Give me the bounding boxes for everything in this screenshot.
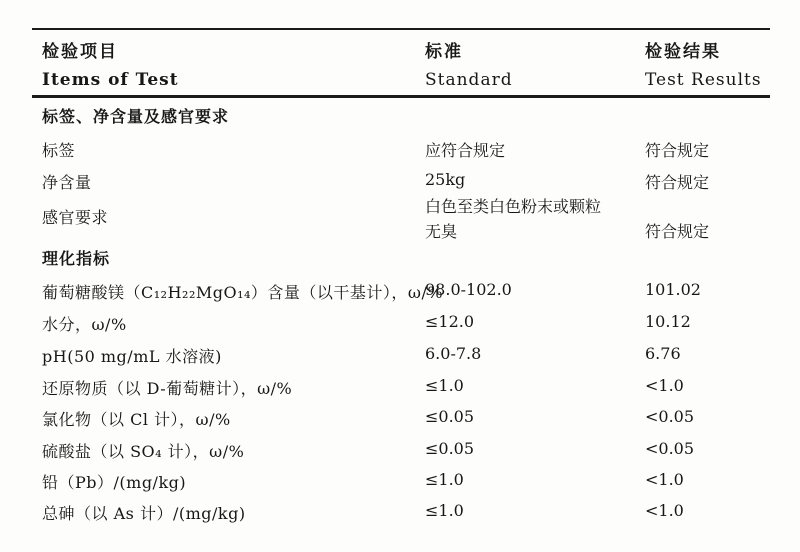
table-row <box>42 501 782 523</box>
table-row <box>42 407 782 429</box>
item-label: 铅（Pb）/(mg/kg) <box>42 473 187 492</box>
table-row <box>42 138 782 160</box>
table-header-rule <box>32 95 770 98</box>
result-value: 6.76 <box>645 344 681 363</box>
result-value: 10.12 <box>645 312 691 331</box>
standard-value: ≤0.05 <box>425 439 475 458</box>
table-row <box>42 312 782 334</box>
item-label: 还原物质（以 D-葡萄糖计），ω/% <box>42 379 293 398</box>
column-header-items-zh: 检验项目 <box>42 42 118 62</box>
column-header-standard-en: Standard <box>425 70 513 90</box>
standard-value: ≤1.0 <box>425 376 464 395</box>
standard-value: ≤0.05 <box>425 407 475 426</box>
item-label: 水分，ω/% <box>42 315 127 334</box>
table-header-row-en <box>42 70 782 92</box>
standard-value: ≤1.0 <box>425 501 464 520</box>
standard-value-line2: 无臭 <box>425 222 458 241</box>
section1-title: 标签、净含量及感官要求 <box>42 107 230 126</box>
table-row <box>42 439 782 461</box>
standard-value: ≤1.0 <box>425 470 464 489</box>
result-value: <0.05 <box>645 407 695 426</box>
column-header-result-zh: 检验结果 <box>645 42 721 62</box>
table-row <box>42 376 782 398</box>
result-value: 符合规定 <box>645 173 710 192</box>
item-label: 感官要求 <box>42 208 109 227</box>
item-label: 氯化物（以 Cl 计），ω/% <box>42 410 231 429</box>
table-row-sensory <box>42 192 782 244</box>
section-title-row <box>42 104 782 126</box>
item-label: pH(50 mg/mL 水溶液) <box>42 347 222 366</box>
standard-value: 应符合规定 <box>425 141 506 160</box>
result-value: <1.0 <box>645 501 684 520</box>
result-value: 符合规定 <box>645 141 710 160</box>
column-header-standard-zh: 标准 <box>425 42 463 62</box>
item-label: 葡萄糖酸镁（C₁₂H₂₂MgO₁₄）含量（以干基计），ω/% <box>42 283 444 302</box>
item-label: 硫酸盐（以 SO₄ 计），ω/% <box>42 442 245 461</box>
item-label: 总砷（以 As 计）/(mg/kg) <box>42 504 246 523</box>
result-value: <0.05 <box>645 439 695 458</box>
table-top-rule <box>32 28 770 30</box>
standard-value: ≤12.0 <box>425 312 475 331</box>
result-value: <1.0 <box>645 376 684 395</box>
standard-value-line1: 白色至类白色粉末或颗粒 <box>425 197 602 216</box>
column-header-items-en: Items of Test <box>42 70 179 90</box>
result-value: <1.0 <box>645 470 684 489</box>
section2-title: 理化指标 <box>42 249 111 268</box>
result-value: 101.02 <box>645 280 701 299</box>
standard-value: 6.0-7.8 <box>425 344 482 363</box>
item-label: 标签 <box>42 141 76 160</box>
column-header-result-en: Test Results <box>645 70 762 90</box>
table-row <box>42 470 782 492</box>
table-row <box>42 344 782 366</box>
table-header-row-zh <box>42 37 782 62</box>
standard-value: 98.0-102.0 <box>425 280 512 299</box>
table-row <box>42 170 782 192</box>
standard-value: 25kg <box>425 170 466 189</box>
item-label: 净含量 <box>42 173 92 192</box>
result-value: 符合规定 <box>645 222 710 241</box>
section-title-row <box>42 246 782 268</box>
table-row <box>42 280 782 302</box>
